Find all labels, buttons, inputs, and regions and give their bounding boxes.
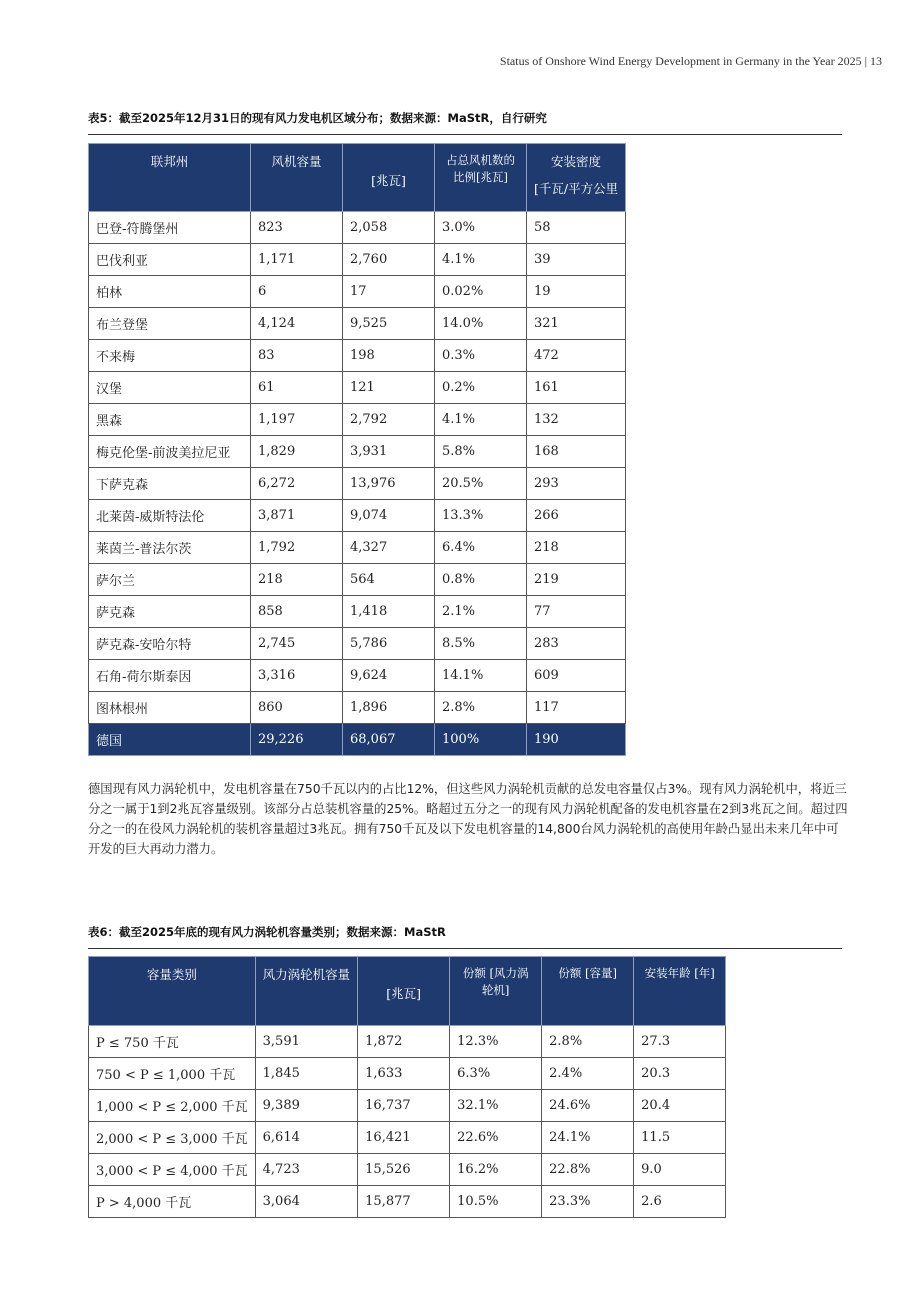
page-header: Status of Onshore Wind Energy Development in Germany in the Year 2025 | 13 bbox=[499, 54, 882, 68]
table-cell: 24.1% bbox=[542, 1122, 634, 1154]
column-header-unit: [千瓦/平方公里 bbox=[534, 181, 619, 196]
table-cell: 图林根州 bbox=[89, 692, 251, 724]
table5-caption: 表5：截至2025年12月31日的现有风力发电机区域分布；数据来源：MaStR，自行研究 bbox=[88, 110, 842, 135]
total-cell: 68,067 bbox=[343, 724, 435, 756]
table-cell: 564 bbox=[343, 564, 435, 596]
table-cell: 860 bbox=[251, 692, 343, 724]
table-cell: 6,272 bbox=[251, 468, 343, 500]
table-cell: 218 bbox=[251, 564, 343, 596]
table-cell: 5,786 bbox=[343, 628, 435, 660]
table-cell: 0.3% bbox=[435, 340, 527, 372]
table-cell: 83 bbox=[251, 340, 343, 372]
table-row bbox=[89, 564, 626, 596]
table-cell: 20.5% bbox=[435, 468, 527, 500]
table-cell: 萨尔兰 bbox=[89, 564, 251, 596]
table-cell: 198 bbox=[343, 340, 435, 372]
table-row bbox=[89, 372, 626, 404]
table-row bbox=[89, 340, 626, 372]
table-cell: 11.5 bbox=[634, 1122, 726, 1154]
total-cell: 德国 bbox=[89, 724, 251, 756]
table-row bbox=[89, 436, 626, 468]
table-cell: 布兰登堡 bbox=[89, 308, 251, 340]
table-row bbox=[89, 1058, 726, 1090]
table-cell: 1,418 bbox=[343, 596, 435, 628]
table-cell: 117 bbox=[527, 692, 626, 724]
table-cell: 9,074 bbox=[343, 500, 435, 532]
column-header: 份额 [容量] bbox=[542, 957, 634, 1026]
table-row bbox=[89, 596, 626, 628]
table-row bbox=[89, 212, 626, 244]
table-row bbox=[89, 1122, 726, 1154]
table-cell: 14.1% bbox=[435, 660, 527, 692]
table-cell: 22.8% bbox=[542, 1154, 634, 1186]
column-header bbox=[527, 144, 626, 212]
table-cell: 24.6% bbox=[542, 1090, 634, 1122]
table-cell: 0.8% bbox=[435, 564, 527, 596]
table-cell: 9,525 bbox=[343, 308, 435, 340]
table-cell: 9,624 bbox=[343, 660, 435, 692]
table-cell: 16,737 bbox=[358, 1090, 450, 1122]
table-row bbox=[89, 1186, 726, 1218]
table-cell: 1,792 bbox=[251, 532, 343, 564]
table-cell: 9.0 bbox=[634, 1154, 726, 1186]
table-cell: 8.5% bbox=[435, 628, 527, 660]
table-cell: 4,327 bbox=[343, 532, 435, 564]
table-row bbox=[89, 1090, 726, 1122]
table-cell: 266 bbox=[527, 500, 626, 532]
table-cell: 32.1% bbox=[450, 1090, 542, 1122]
table-cell: 2.8% bbox=[542, 1026, 634, 1058]
body-paragraph: 德国现有风力涡轮机中，发电机容量在750千瓦以内的占比12%，但这些风力涡轮机贡献的总发电容量仅占3%。现有风力涡轮机中，将近三分之一属于1到2兆瓦容量级别。该部分占总装机容量的25%。略超过五分之一的现有风力涡轮机配备的发电机容量在2到3兆瓦之间。超过四分之一的在役风力涡轮机的装机容量超过3兆瓦。拥有750千瓦及以下发电机容量的14,800台风力涡轮机的高使用年龄凸显出未来几年中可开发的巨大再动力潜力。 bbox=[88, 782, 848, 856]
table-cell: 858 bbox=[251, 596, 343, 628]
table5 bbox=[88, 143, 626, 756]
table-cell: 283 bbox=[527, 628, 626, 660]
table-cell: 15,877 bbox=[358, 1186, 450, 1218]
table6-caption: 表6：截至2025年底的现有风力涡轮机容量类别；数据来源：MaStR bbox=[88, 924, 842, 949]
table-cell: 2.8% bbox=[435, 692, 527, 724]
table-cell: 823 bbox=[251, 212, 343, 244]
table-cell: 石角-荷尔斯泰因 bbox=[89, 660, 251, 692]
table-row bbox=[89, 692, 626, 724]
table-cell: 0.02% bbox=[435, 276, 527, 308]
table-cell: 132 bbox=[527, 404, 626, 436]
table-cell: 不来梅 bbox=[89, 340, 251, 372]
table-cell: 6 bbox=[251, 276, 343, 308]
table-cell: 293 bbox=[527, 468, 626, 500]
table-cell: 黑森 bbox=[89, 404, 251, 436]
table-cell: 3.0% bbox=[435, 212, 527, 244]
table-row bbox=[89, 468, 626, 500]
table-cell: 3,871 bbox=[251, 500, 343, 532]
table-cell: 4,723 bbox=[255, 1154, 358, 1186]
table-cell: 1,896 bbox=[343, 692, 435, 724]
table-cell: 161 bbox=[527, 372, 626, 404]
table-cell: 梅克伦堡-前波美拉尼亚 bbox=[89, 436, 251, 468]
table-cell: 22.6% bbox=[450, 1122, 542, 1154]
table-cell: 10.5% bbox=[450, 1186, 542, 1218]
table-cell: 20.4 bbox=[634, 1090, 726, 1122]
table-cell: 巴登-符腾堡州 bbox=[89, 212, 251, 244]
table-cell: 1,872 bbox=[358, 1026, 450, 1058]
table-total-row bbox=[89, 724, 626, 756]
table-row bbox=[89, 628, 626, 660]
table-cell: 15,526 bbox=[358, 1154, 450, 1186]
total-cell: 29,226 bbox=[251, 724, 343, 756]
table-cell: 汉堡 bbox=[89, 372, 251, 404]
table-cell: 2,000 < P ≤ 3,000 千瓦 bbox=[89, 1122, 256, 1154]
table-row bbox=[89, 276, 626, 308]
table-row bbox=[89, 1154, 726, 1186]
table-cell: 19 bbox=[527, 276, 626, 308]
table-cell: 6,614 bbox=[255, 1122, 358, 1154]
table-cell: 609 bbox=[527, 660, 626, 692]
column-header: 容量类别 bbox=[89, 957, 256, 1026]
table-cell: 1,633 bbox=[358, 1058, 450, 1090]
table-cell: 2,058 bbox=[343, 212, 435, 244]
table6 bbox=[88, 956, 726, 1218]
table-cell: 77 bbox=[527, 596, 626, 628]
table-row bbox=[89, 308, 626, 340]
table-cell: 61 bbox=[251, 372, 343, 404]
table-cell: 2,792 bbox=[343, 404, 435, 436]
table-cell: 1,000 < P ≤ 2,000 千瓦 bbox=[89, 1090, 256, 1122]
table-cell: 16,421 bbox=[358, 1122, 450, 1154]
column-header: 份额 [风力涡轮机] bbox=[450, 957, 542, 1026]
table-row bbox=[89, 1026, 726, 1058]
column-header: 安装年龄 [年] bbox=[634, 957, 726, 1026]
table-cell: 9,389 bbox=[255, 1090, 358, 1122]
table-cell: 121 bbox=[343, 372, 435, 404]
table-cell: 2.4% bbox=[542, 1058, 634, 1090]
table-cell: 3,591 bbox=[255, 1026, 358, 1058]
table-cell: 下萨克森 bbox=[89, 468, 251, 500]
table-cell: 6.4% bbox=[435, 532, 527, 564]
table-cell: 5.8% bbox=[435, 436, 527, 468]
table-cell: 柏林 bbox=[89, 276, 251, 308]
column-header: [兆瓦] bbox=[343, 144, 435, 212]
table-row bbox=[89, 532, 626, 564]
table-cell: 萨克森 bbox=[89, 596, 251, 628]
table-cell: 2.1% bbox=[435, 596, 527, 628]
table-cell: 2,760 bbox=[343, 244, 435, 276]
table-cell: 58 bbox=[527, 212, 626, 244]
table-cell: 4.1% bbox=[435, 244, 527, 276]
column-header: [兆瓦] bbox=[358, 957, 450, 1026]
table-cell: 北莱茵-威斯特法伦 bbox=[89, 500, 251, 532]
table-cell: 1,171 bbox=[251, 244, 343, 276]
table-row bbox=[89, 404, 626, 436]
table-cell: P ≤ 750 千瓦 bbox=[89, 1026, 256, 1058]
table-cell: 219 bbox=[527, 564, 626, 596]
column-header: 占总风机数的比例[兆瓦] bbox=[435, 144, 527, 212]
table-cell: 4.1% bbox=[435, 404, 527, 436]
table-cell: 1,845 bbox=[255, 1058, 358, 1090]
table-cell: 321 bbox=[527, 308, 626, 340]
table-cell: 6.3% bbox=[450, 1058, 542, 1090]
column-header-title: 安装密度 bbox=[551, 154, 602, 169]
table-cell: 4,124 bbox=[251, 308, 343, 340]
table-cell: 13,976 bbox=[343, 468, 435, 500]
table-cell: 巴伐利亚 bbox=[89, 244, 251, 276]
table-cell: 萨克森-安哈尔特 bbox=[89, 628, 251, 660]
table-row bbox=[89, 244, 626, 276]
table-cell: 168 bbox=[527, 436, 626, 468]
table-cell: 2.6 bbox=[634, 1186, 726, 1218]
table-cell: 莱茵兰-普法尔茨 bbox=[89, 532, 251, 564]
table-cell: 3,316 bbox=[251, 660, 343, 692]
table-cell: 1,829 bbox=[251, 436, 343, 468]
total-cell: 100% bbox=[435, 724, 527, 756]
column-header: 联邦州 bbox=[89, 144, 251, 212]
table-cell: 27.3 bbox=[634, 1026, 726, 1058]
table-cell: 218 bbox=[527, 532, 626, 564]
table-cell: 14.0% bbox=[435, 308, 527, 340]
table-cell: 13.3% bbox=[435, 500, 527, 532]
table-cell: 1,197 bbox=[251, 404, 343, 436]
table-cell: 750 < P ≤ 1,000 千瓦 bbox=[89, 1058, 256, 1090]
table-cell: 2,745 bbox=[251, 628, 343, 660]
table-row bbox=[89, 500, 626, 532]
table-cell: P > 4,000 千瓦 bbox=[89, 1186, 256, 1218]
table-cell: 12.3% bbox=[450, 1026, 542, 1058]
table-cell: 17 bbox=[343, 276, 435, 308]
table-cell: 0.2% bbox=[435, 372, 527, 404]
column-header: 风力涡轮机容量 bbox=[255, 957, 358, 1026]
total-cell: 190 bbox=[527, 724, 626, 756]
table-cell: 3,000 < P ≤ 4,000 千瓦 bbox=[89, 1154, 256, 1186]
table-cell: 16.2% bbox=[450, 1154, 542, 1186]
table-row bbox=[89, 660, 626, 692]
table-cell: 472 bbox=[527, 340, 626, 372]
table-cell: 20.3 bbox=[634, 1058, 726, 1090]
table-cell: 23.3% bbox=[542, 1186, 634, 1218]
column-header: 风机容量 bbox=[251, 144, 343, 212]
table-cell: 39 bbox=[527, 244, 626, 276]
table-cell: 3,064 bbox=[255, 1186, 358, 1218]
table-cell: 3,931 bbox=[343, 436, 435, 468]
